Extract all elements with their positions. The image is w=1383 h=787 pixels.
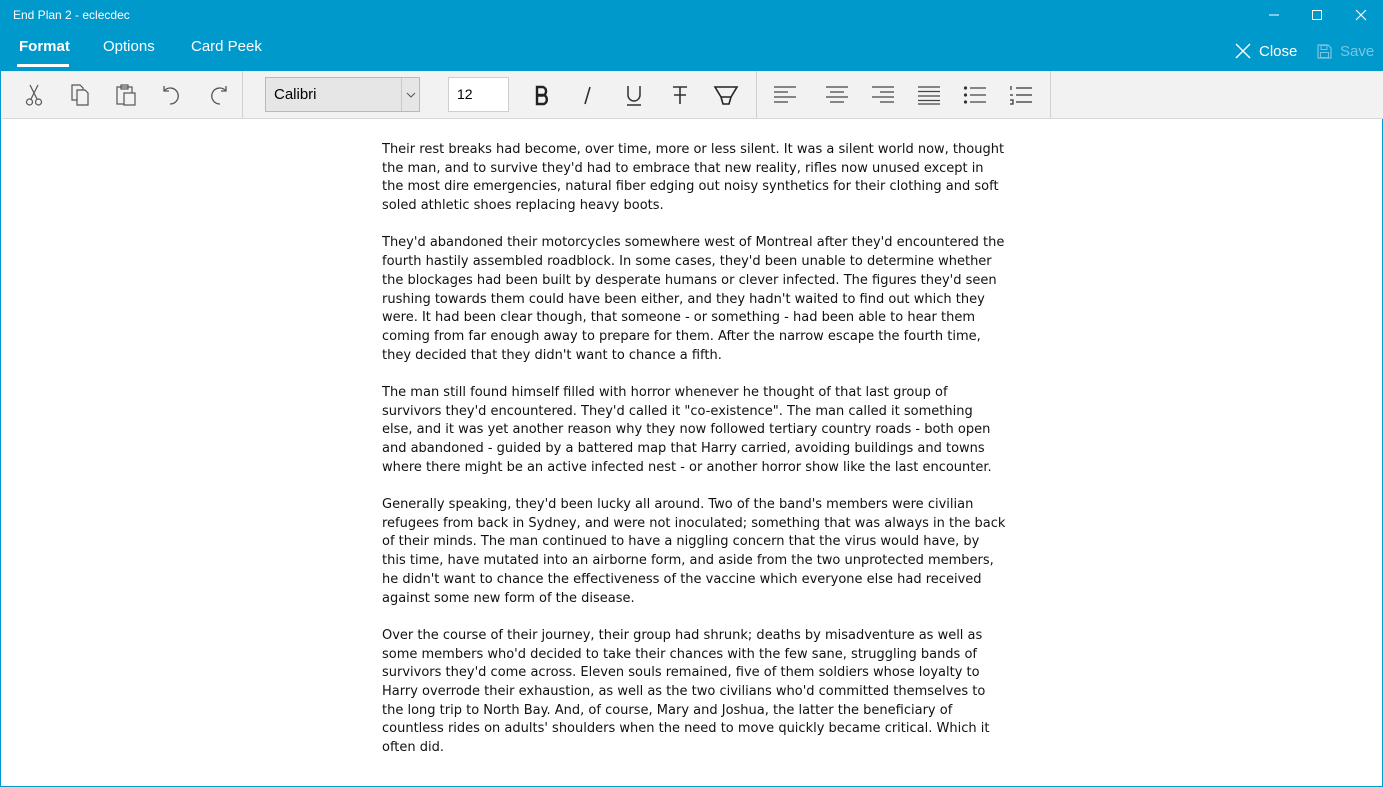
cut-icon (23, 83, 45, 107)
numbered-list-button[interactable] (998, 71, 1044, 118)
save-icon (1317, 44, 1332, 59)
bold-icon (531, 83, 553, 107)
underline-button[interactable] (611, 71, 657, 118)
tab-format[interactable]: Format (19, 38, 70, 55)
undo-button[interactable] (149, 71, 195, 118)
copy-button[interactable] (57, 71, 103, 118)
redo-icon (207, 83, 229, 107)
toolbar-separator (756, 71, 757, 118)
tab-options[interactable]: Options (103, 38, 155, 55)
minimize-icon (1268, 9, 1280, 21)
cut-button[interactable] (11, 71, 57, 118)
align-left-icon (773, 85, 797, 105)
font-family-select[interactable] (265, 77, 420, 112)
redo-button[interactable] (195, 71, 241, 118)
paste-icon (115, 83, 137, 107)
window-title: End Plan 2 - eclecdec (13, 8, 130, 22)
tab-card-peek[interactable]: Card Peek (191, 38, 262, 55)
document-paragraph: Over the course of their journey, their group had shrunk; deaths by misadventure as well as some members who'd decided to take their chances with the few sane, struggling bands of survivors they'd come across. Eleven souls remained, five of them soldiers whose loyalty to Harry overrode their exhaustion, as well as the two civilians who'd committed themselves to the long trip to North Bay. And, of course, Mary and Joshua, the latter the beneficiary of countless rides on adults' shoulders when the need to move quickly became critical. Which it often did. (382, 627, 990, 756)
toolbar-separator (242, 71, 243, 118)
align-left-button[interactable] (762, 71, 808, 118)
window-close-button[interactable] (1338, 0, 1383, 30)
document-paragraph: Their rest breaks had become, over time, more or less silent. It was a silent world now, thought the man, and to survive they'd had to embrace that new reality, rifles now unused except in the most dire emergencies, natural fiber edging out noisy synthetics for their clothing and soft soled athletic shoes replacing heavy boots. (382, 142, 1005, 214)
maximize-icon (1311, 9, 1323, 21)
maximize-button[interactable] (1294, 0, 1340, 30)
close-icon (1355, 9, 1367, 21)
highlight-icon (713, 83, 739, 107)
align-right-button[interactable] (860, 71, 906, 118)
title-bar (1, 0, 1383, 71)
format-toolbar (2, 71, 1383, 119)
italic-icon (577, 83, 599, 107)
bullet-list-icon (963, 85, 987, 105)
numbered-list-icon (1009, 85, 1033, 105)
copy-icon (69, 83, 91, 107)
align-right-icon (871, 85, 895, 105)
italic-button[interactable] (565, 71, 611, 118)
justify-icon (917, 85, 941, 105)
close-document-button[interactable] (1235, 39, 1297, 63)
bullet-list-button[interactable] (952, 71, 998, 118)
document-paragraph: The man still found himself filled with horror whenever he thought of that last group of survivors they'd encountered. They'd called it "co-existence". The man called it something else, and it was yet another reason why they now followed tertiary country roads - both open and abandoned - guided by a battered map that Harry carried, avoiding buildings and towns where there might be an active infected nest - or another horror show like the last encounter. (382, 384, 992, 475)
close-label: Close (1259, 42, 1298, 60)
strikethrough-button[interactable] (657, 71, 703, 118)
paste-button[interactable] (103, 71, 149, 118)
document-body[interactable] (382, 141, 1007, 776)
toolbar-separator (1050, 71, 1051, 118)
close-icon (1235, 43, 1251, 59)
save-label: Save (1340, 42, 1375, 60)
undo-icon (161, 83, 183, 107)
strikethrough-icon (669, 83, 691, 107)
font-family-value: Calibri (274, 86, 317, 103)
justify-button[interactable] (906, 71, 952, 118)
font-size-input[interactable]: 12 (448, 77, 509, 112)
bold-button[interactable] (519, 71, 565, 118)
save-button[interactable] (1317, 39, 1374, 63)
minimize-button[interactable] (1251, 0, 1297, 30)
highlight-button[interactable] (703, 71, 749, 118)
underline-icon (623, 83, 645, 107)
active-tab-indicator (17, 64, 69, 67)
document-paragraph: They'd abandoned their motorcycles somewhere west of Montreal after they'd encountered the fourth hastily assembled roadblock. In some cases, they'd been unable to determine whether the blockages had been built by desperate humans or clever infected. The figures they'd seen rushing towards them could have been either, and they hadn't waited to find out which they were. It had been clear though, that someone - or something - had been able to hear them coming from far enough away to prepare for them. After the narrow escape the fourth time, they decided that they didn't want to chance a fifth. (382, 235, 1005, 363)
align-center-icon (825, 85, 849, 105)
align-center-button[interactable] (814, 71, 860, 118)
chevron-down-icon (401, 78, 419, 111)
document-paragraph: Generally speaking, they'd been lucky all around. Two of the band's members were civilian refugees from back in Sydney, and were not inoculated; something that was always in the back of their minds. The man continued to have a niggling concern that the virus would have, by this time, have mutated into an airborne form, and aside from the two unprotected members, he didn't want to chance the effectiveness of the vaccine which everyone else had received against some new form of the disease. (382, 497, 1006, 606)
